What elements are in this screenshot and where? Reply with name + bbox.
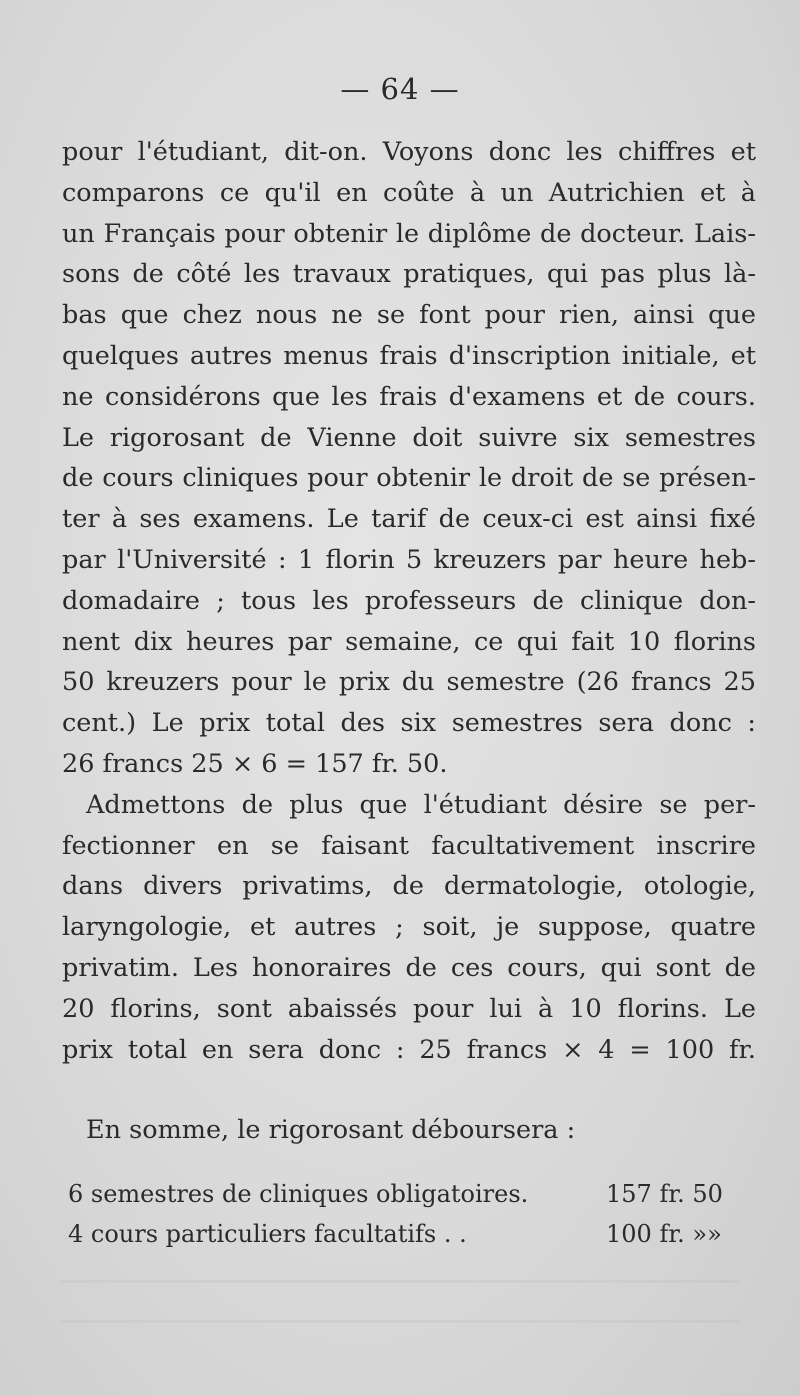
- text-line: laryngologie, et autres ; soit, je suppose, quatre: [62, 912, 756, 943]
- text-line: 20 florins, sont abaissés pour lui à 10 florins. Le: [62, 993, 756, 1024]
- text-line: 50 kreuzers pour le prix du semestre (26 francs 25: [62, 667, 756, 698]
- show-through-line: [60, 1320, 740, 1323]
- text-line: domadaire ; tous les professeurs de clinique don-: [62, 585, 756, 616]
- text-line: fectionner en se faisant facultativement inscrire: [62, 830, 756, 861]
- text-line: cent.) Le prix total des six semestres sera donc :: [62, 708, 756, 739]
- text-line: bas que chez nous ne se font pour rien, ainsi que: [62, 300, 756, 331]
- text-line: 26 francs 25 × 6 = 157 fr. 50.: [62, 748, 448, 779]
- text-line: comparons ce qu'il en coûte à un Autrichien et à: [62, 177, 756, 208]
- text-line: par l'Université : 1 florin 5 kreuzers par heure heb-: [62, 544, 756, 575]
- text-line: sons de côté les travaux pratiques, qui pas plus là-: [62, 259, 756, 290]
- text-line: un Français pour obtenir le diplôme de docteur. Lais-: [62, 218, 756, 249]
- text-line: prix total en sera donc : 25 francs × 4 = 100 fr.: [62, 1034, 756, 1065]
- summary-label: 4 cours particuliers facultatifs . .: [68, 1220, 467, 1248]
- text-line: dans divers privatims, de dermatologie, otologie,: [62, 871, 756, 902]
- body-text: [62, 132, 756, 1070]
- summary-amount: 157 fr. 50: [606, 1180, 723, 1208]
- text-line: ne considérons que les frais d'examens et de cours.: [62, 381, 756, 412]
- text-line: Le rigorosant de Vienne doit suivre six semestres: [62, 422, 756, 453]
- summary-intro: En somme, le rigorosant déboursera :: [86, 1115, 576, 1145]
- text-line: ter à ses examens. Le tarif de ceux-ci est ainsi fixé: [62, 504, 756, 535]
- text-line: privatim. Les honoraires de ces cours, qui sont de: [62, 952, 756, 983]
- summary-label: 6 semestres de cliniques obligatoires.: [68, 1180, 529, 1208]
- text-line: pour l'étudiant, dit-on. Voyons donc les chiffres et: [62, 137, 756, 167]
- show-through-line: [60, 1280, 740, 1283]
- text-line: quelques autres menus frais d'inscription initiale, et: [62, 340, 756, 371]
- text-line: de cours cliniques pour obtenir le droit de se présen-: [62, 463, 756, 494]
- page-number: — 64 —: [340, 72, 460, 106]
- text-line: nent dix heures par semaine, ce qui fait 10 florins: [62, 626, 756, 657]
- text-line: Admettons de plus que l'étudiant désire se per-: [86, 789, 756, 820]
- summary-amount: 100 fr. »»: [606, 1220, 722, 1248]
